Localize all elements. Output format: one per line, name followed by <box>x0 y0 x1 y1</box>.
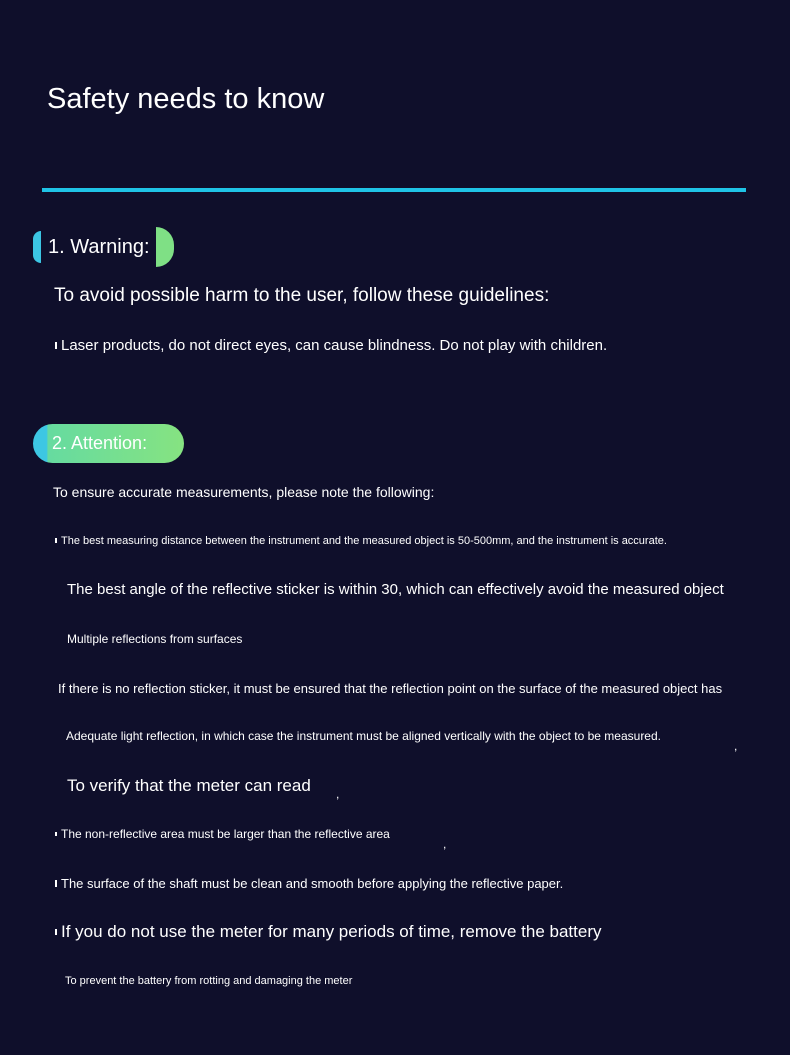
attention-line: To prevent the battery from rotting and damaging the meter <box>65 975 353 987</box>
attention-heading: 2. Attention: <box>52 433 148 453</box>
bullet-marker <box>55 538 57 543</box>
warning-intro: To avoid possible harm to the user, follow these guidelines: <box>54 285 550 306</box>
pill-right-cap <box>156 227 174 267</box>
attention-item-text: The non-reflective area must be larger than the reflective area <box>61 827 390 841</box>
attention-item <box>55 922 602 942</box>
warning-item <box>55 337 607 354</box>
bullet-marker <box>55 929 57 935</box>
comma-mark: , <box>443 837 447 851</box>
attention-item <box>55 827 390 841</box>
attention-item-text: The best measuring distance between the instrument and the measured object is 50-500mm, and the instrument is accurate. <box>61 535 667 547</box>
warning-heading: 1. Warning: <box>41 236 150 259</box>
attention-line: Multiple reflections from surfaces <box>67 632 243 646</box>
page-title: Safety needs to know <box>47 83 325 115</box>
comma-mark: , <box>734 739 738 753</box>
attention-line: If there is no reflection sticker, it must be ensured that the reflection point on the surface of the measured object has <box>58 681 723 696</box>
bullet-marker <box>55 832 57 836</box>
attention-intro: To ensure accurate measurements, please note the following: <box>53 484 435 500</box>
attention-item-text: If you do not use the meter for many periods of time, remove the battery <box>61 922 602 941</box>
bullet-marker <box>55 342 57 349</box>
pill-left-cap <box>33 231 41 263</box>
attention-item <box>55 535 667 547</box>
title-divider <box>42 188 746 192</box>
attention-item-text: The surface of the shaft must be clean and smooth before applying the reflective paper. <box>61 876 564 891</box>
attention-line: Adequate light reflection, in which case the instrument must be aligned vertically with the object to be measured. <box>66 729 661 743</box>
attention-line: To verify that the meter can read <box>67 776 311 795</box>
attention-line: The best angle of the reflective sticker is within 30, which can effectively avoid the measured object <box>67 581 724 598</box>
comma-mark: , <box>336 787 340 801</box>
warning-heading-pill <box>33 227 174 267</box>
attention-heading-pill <box>33 424 184 463</box>
warning-item-text: Laser products, do not direct eyes, can cause blindness. Do not play with children. <box>61 337 608 354</box>
attention-item <box>55 876 563 891</box>
bullet-marker <box>55 880 57 887</box>
